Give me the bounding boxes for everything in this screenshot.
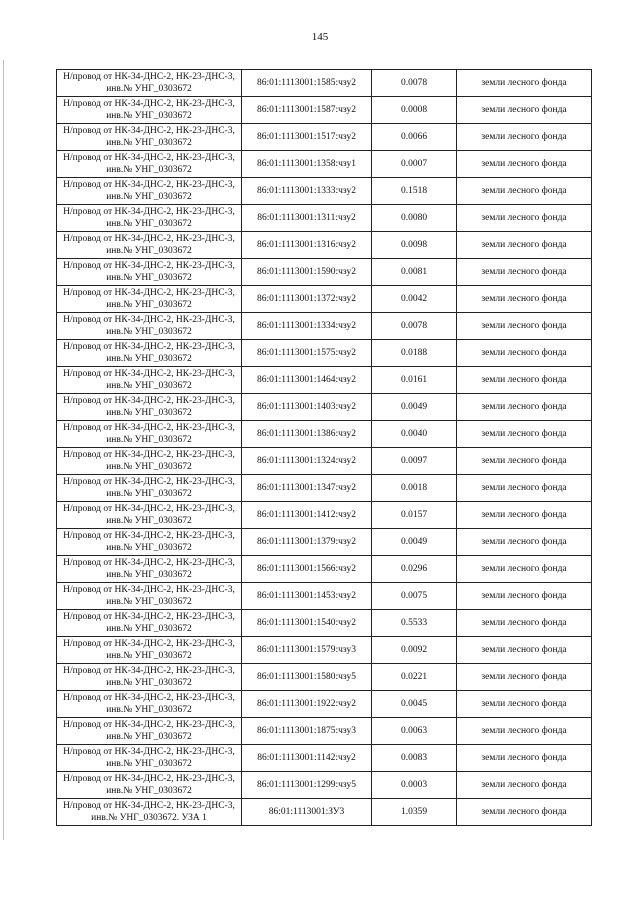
area-cell: 0.0007 <box>372 151 457 178</box>
land-category-cell: земли лесного фонда <box>457 475 592 502</box>
cadastral-number-cell: 86:01:1113001:1142:чзу2 <box>242 745 372 772</box>
area-cell: 0.0018 <box>372 475 457 502</box>
object-cell: Н/провод от НК-34-ДНС-2, НК-23-ДНС-3, инв.№ УНГ_0303672 <box>57 529 242 556</box>
land-category-cell: земли лесного фонда <box>457 286 592 313</box>
land-category-cell: земли лесного фонда <box>457 583 592 610</box>
cadastral-number-cell: 86:01:1113001:1464:чзу2 <box>242 367 372 394</box>
area-cell: 0.0078 <box>372 313 457 340</box>
scan-edge-mark <box>3 60 4 840</box>
table-row <box>57 151 592 178</box>
area-cell: 0.0003 <box>372 772 457 799</box>
area-cell: 0.0040 <box>372 421 457 448</box>
cadastral-number-cell: 86:01:1113001:1316:чзу2 <box>242 232 372 259</box>
object-cell: Н/провод от НК-34-ДНС-2, НК-23-ДНС-3, инв.№ УНГ_0303672 <box>57 286 242 313</box>
area-cell: 0.0078 <box>372 70 457 97</box>
object-cell: Н/провод от НК-34-ДНС-2, НК-23-ДНС-3, инв.№ УНГ_0303672 <box>57 502 242 529</box>
land-category-cell: земли лесного фонда <box>457 421 592 448</box>
table-row <box>57 340 592 367</box>
cadastral-number-cell: 86:01:1113001:1379:чзу2 <box>242 529 372 556</box>
land-category-cell: земли лесного фонда <box>457 448 592 475</box>
land-category-cell: земли лесного фонда <box>457 691 592 718</box>
table-row <box>57 691 592 718</box>
table-row <box>57 448 592 475</box>
table-row <box>57 664 592 691</box>
land-category-cell: земли лесного фонда <box>457 340 592 367</box>
land-category-cell: земли лесного фонда <box>457 718 592 745</box>
table-row <box>57 799 592 826</box>
area-cell: 0.0008 <box>372 97 457 124</box>
table-row <box>57 745 592 772</box>
area-cell: 0.0083 <box>372 745 457 772</box>
object-cell: Н/провод от НК-34-ДНС-2, НК-23-ДНС-3, инв.№ УНГ_0303672 <box>57 448 242 475</box>
area-cell: 0.0042 <box>372 286 457 313</box>
area-cell: 0.5533 <box>372 610 457 637</box>
table-row <box>57 232 592 259</box>
cadastral-number-cell: 86:01:1113001:1580:чзу5 <box>242 664 372 691</box>
object-cell: Н/провод от НК-34-ДНС-2, НК-23-ДНС-3, инв.№ УНГ_0303672 <box>57 124 242 151</box>
area-cell: 0.0049 <box>372 394 457 421</box>
cadastral-number-cell: 86:01:1113001:1579:чзу3 <box>242 637 372 664</box>
cadastral-number-cell: 86:01:1113001:1386:чзу2 <box>242 421 372 448</box>
cadastral-number-cell: 86:01:1113001:1333:чзу2 <box>242 178 372 205</box>
area-cell: 0.1518 <box>372 178 457 205</box>
object-cell: Н/провод от НК-34-ДНС-2, НК-23-ДНС-3, инв.№ УНГ_0303672 <box>57 259 242 286</box>
area-cell: 0.0066 <box>372 124 457 151</box>
table-row <box>57 205 592 232</box>
object-cell: Н/провод от НК-34-ДНС-2, НК-23-ДНС-3, инв.№ УНГ_0303672 <box>57 664 242 691</box>
land-category-cell: земли лесного фонда <box>457 610 592 637</box>
land-category-cell: земли лесного фонда <box>457 529 592 556</box>
land-category-cell: земли лесного фонда <box>457 394 592 421</box>
land-category-cell: земли лесного фонда <box>457 664 592 691</box>
cadastral-number-cell: 86:01:1113001:1299:чзу5 <box>242 772 372 799</box>
land-category-cell: земли лесного фонда <box>457 772 592 799</box>
cadastral-number-cell: 86:01:1113001:1590:чзу2 <box>242 259 372 286</box>
table-row <box>57 394 592 421</box>
land-category-cell: земли лесного фонда <box>457 259 592 286</box>
cadastral-number-cell: 86:01:1113001:1585:чзу2 <box>242 70 372 97</box>
object-cell: Н/провод от НК-34-ДНС-2, НК-23-ДНС-3, инв.№ УНГ_0303672 <box>57 745 242 772</box>
land-plots-table <box>56 69 592 826</box>
object-cell: Н/провод от НК-34-ДНС-2, НК-23-ДНС-3, инв.№ УНГ_0303672. УЗА 1 <box>57 799 242 826</box>
area-cell: 0.0157 <box>372 502 457 529</box>
land-category-cell: земли лесного фонда <box>457 232 592 259</box>
table-row <box>57 97 592 124</box>
object-cell: Н/провод от НК-34-ДНС-2, НК-23-ДНС-3, инв.№ УНГ_0303672 <box>57 70 242 97</box>
area-cell: 0.0075 <box>372 583 457 610</box>
table-body <box>57 70 592 826</box>
object-cell: Н/провод от НК-34-ДНС-2, НК-23-ДНС-3, инв.№ УНГ_0303672 <box>57 178 242 205</box>
object-cell: Н/провод от НК-34-ДНС-2, НК-23-ДНС-3, инв.№ УНГ_0303672 <box>57 718 242 745</box>
table-row <box>57 583 592 610</box>
cadastral-number-cell: 86:01:1113001:1334:чзу2 <box>242 313 372 340</box>
table-row <box>57 70 592 97</box>
cadastral-number-cell: 86:01:1113001:1311:чзу2 <box>242 205 372 232</box>
cadastral-number-cell: 86:01:1113001:ЗУ3 <box>242 799 372 826</box>
cadastral-number-cell: 86:01:1113001:1358:чзу1 <box>242 151 372 178</box>
table-row <box>57 259 592 286</box>
cadastral-number-cell: 86:01:1113001:1922:чзу2 <box>242 691 372 718</box>
cadastral-number-cell: 86:01:1113001:1517:чзу2 <box>242 124 372 151</box>
object-cell: Н/провод от НК-34-ДНС-2, НК-23-ДНС-3, инв.№ УНГ_0303672 <box>57 583 242 610</box>
area-cell: 0.0080 <box>372 205 457 232</box>
land-category-cell: земли лесного фонда <box>457 367 592 394</box>
table-row <box>57 313 592 340</box>
cadastral-number-cell: 86:01:1113001:1566:чзу2 <box>242 556 372 583</box>
cadastral-number-cell: 86:01:1113001:1540:чзу2 <box>242 610 372 637</box>
area-cell: 0.0161 <box>372 367 457 394</box>
cadastral-number-cell: 86:01:1113001:1403:чзу2 <box>242 394 372 421</box>
page-number: 145 <box>311 31 329 43</box>
object-cell: Н/провод от НК-34-ДНС-2, НК-23-ДНС-3, инв.№ УНГ_0303672 <box>57 313 242 340</box>
land-category-cell: земли лесного фонда <box>457 313 592 340</box>
cadastral-number-cell: 86:01:1113001:1347:чзу2 <box>242 475 372 502</box>
area-cell: 0.0097 <box>372 448 457 475</box>
area-cell: 0.0221 <box>372 664 457 691</box>
table-row <box>57 124 592 151</box>
object-cell: Н/провод от НК-34-ДНС-2, НК-23-ДНС-3, инв.№ УНГ_0303672 <box>57 340 242 367</box>
area-cell: 0.0049 <box>372 529 457 556</box>
cadastral-number-cell: 86:01:1113001:1372:чзу2 <box>242 286 372 313</box>
land-category-cell: земли лесного фонда <box>457 556 592 583</box>
land-category-cell: земли лесного фонда <box>457 502 592 529</box>
area-cell: 0.0296 <box>372 556 457 583</box>
area-cell: 0.0063 <box>372 718 457 745</box>
table-row <box>57 772 592 799</box>
table-row <box>57 421 592 448</box>
object-cell: Н/провод от НК-34-ДНС-2, НК-23-ДНС-3, инв.№ УНГ_0303672 <box>57 475 242 502</box>
area-cell: 0.0188 <box>372 340 457 367</box>
object-cell: Н/провод от НК-34-ДНС-2, НК-23-ДНС-3, инв.№ УНГ_0303672 <box>57 556 242 583</box>
table-row <box>57 718 592 745</box>
area-cell: 0.0098 <box>372 232 457 259</box>
land-category-cell: земли лесного фонда <box>457 178 592 205</box>
land-category-cell: земли лесного фонда <box>457 745 592 772</box>
table-row <box>57 475 592 502</box>
object-cell: Н/провод от НК-34-ДНС-2, НК-23-ДНС-3, инв.№ УНГ_0303672 <box>57 691 242 718</box>
object-cell: Н/провод от НК-34-ДНС-2, НК-23-ДНС-3, инв.№ УНГ_0303672 <box>57 232 242 259</box>
land-category-cell: земли лесного фонда <box>457 124 592 151</box>
land-category-cell: земли лесного фонда <box>457 70 592 97</box>
object-cell: Н/провод от НК-34-ДНС-2, НК-23-ДНС-3, инв.№ УНГ_0303672 <box>57 151 242 178</box>
cadastral-number-cell: 86:01:1113001:1412:чзу2 <box>242 502 372 529</box>
cadastral-number-cell: 86:01:1113001:1324:чзу2 <box>242 448 372 475</box>
object-cell: Н/провод от НК-34-ДНС-2, НК-23-ДНС-3, инв.№ УНГ_0303672 <box>57 97 242 124</box>
table-row <box>57 610 592 637</box>
object-cell: Н/провод от НК-34-ДНС-2, НК-23-ДНС-3, инв.№ УНГ_0303672 <box>57 421 242 448</box>
area-cell: 0.0081 <box>372 259 457 286</box>
table-row <box>57 502 592 529</box>
cadastral-number-cell: 86:01:1113001:1575:чзу2 <box>242 340 372 367</box>
table-row <box>57 637 592 664</box>
table-row <box>57 556 592 583</box>
table-row <box>57 178 592 205</box>
table-row <box>57 286 592 313</box>
object-cell: Н/провод от НК-34-ДНС-2, НК-23-ДНС-3, инв.№ УНГ_0303672 <box>57 367 242 394</box>
object-cell: Н/провод от НК-34-ДНС-2, НК-23-ДНС-3, инв.№ УНГ_0303672 <box>57 610 242 637</box>
land-category-cell: земли лесного фонда <box>457 637 592 664</box>
table-row <box>57 529 592 556</box>
land-category-cell: земли лесного фонда <box>457 151 592 178</box>
object-cell: Н/провод от НК-34-ДНС-2, НК-23-ДНС-3, инв.№ УНГ_0303672 <box>57 205 242 232</box>
land-category-cell: земли лесного фонда <box>457 97 592 124</box>
cadastral-number-cell: 86:01:1113001:1453:чзу2 <box>242 583 372 610</box>
cadastral-number-cell: 86:01:1113001:1875:чзу3 <box>242 718 372 745</box>
object-cell: Н/провод от НК-34-ДНС-2, НК-23-ДНС-3, инв.№ УНГ_0303672 <box>57 772 242 799</box>
area-cell: 0.0092 <box>372 637 457 664</box>
table-row <box>57 367 592 394</box>
object-cell: Н/провод от НК-34-ДНС-2, НК-23-ДНС-3, инв.№ УНГ_0303672 <box>57 394 242 421</box>
land-category-cell: земли лесного фонда <box>457 205 592 232</box>
area-cell: 0.0045 <box>372 691 457 718</box>
area-cell: 1.0359 <box>372 799 457 826</box>
land-category-cell: земли лесного фонда <box>457 799 592 826</box>
cadastral-number-cell: 86:01:1113001:1587:чзу2 <box>242 97 372 124</box>
object-cell: Н/провод от НК-34-ДНС-2, НК-23-ДНС-3, инв.№ УНГ_0303672 <box>57 637 242 664</box>
